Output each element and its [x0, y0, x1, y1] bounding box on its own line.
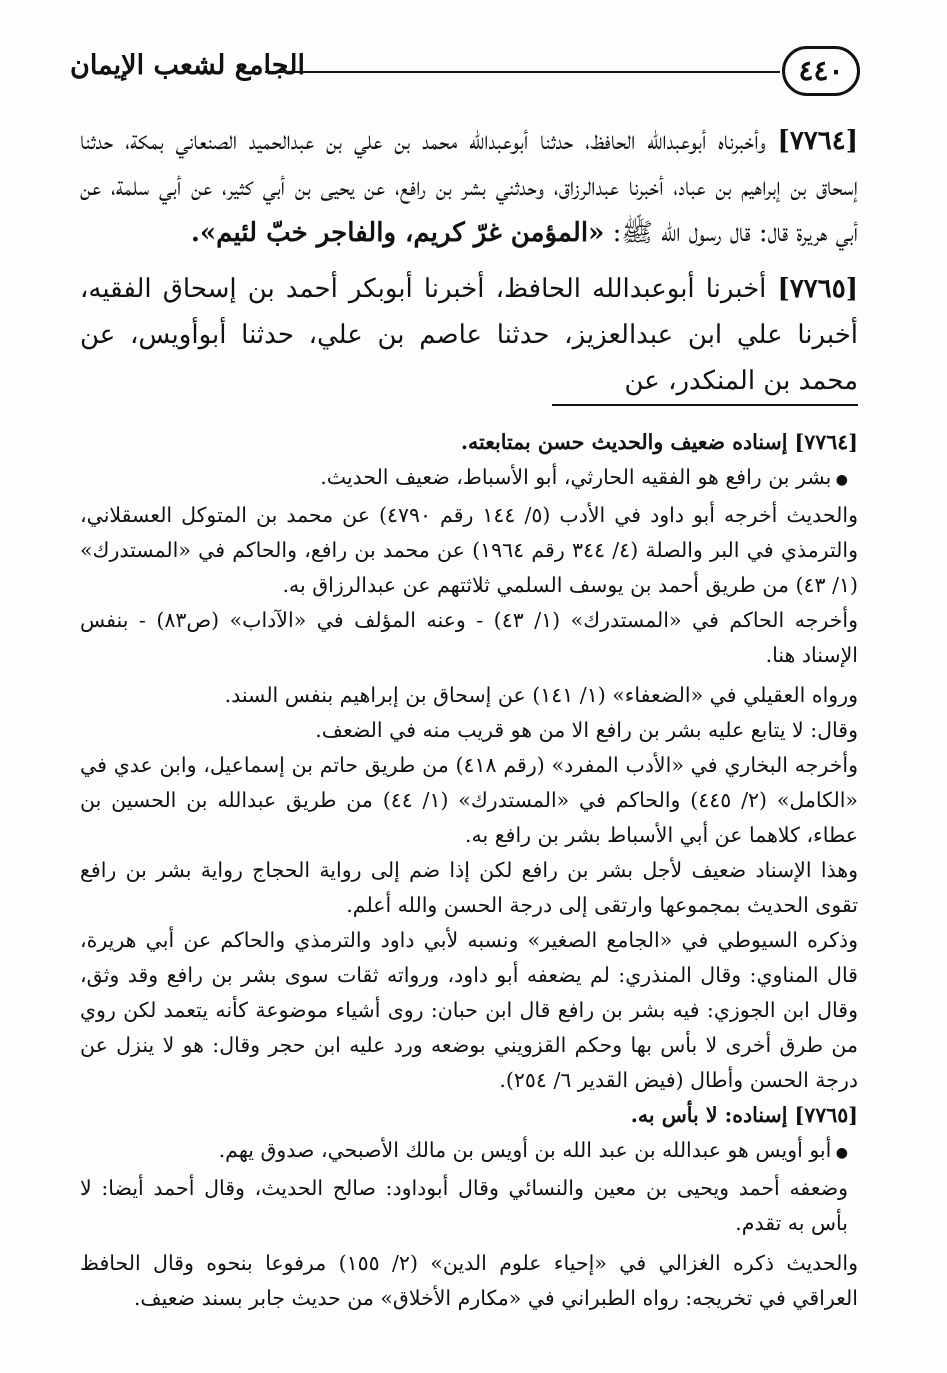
footnote-line: وضعفه أحمد ويحيى بن معين والنسائي وقال أبوداود: صالح الحديث، وقال أحمد أيضا: لا بأس به تقدم. — [80, 1176, 848, 1235]
hadith-7764 — [80, 118, 858, 256]
footnote-heading: [٧٧٦٥] إسناده: لا بأس به. — [630, 1103, 858, 1127]
footnote-line: وأخرجه الحاكم في «المستدرك» (١/ ٤٣) - وعنه المؤلف في «الآداب» (ص٨٣) - بنفس الإسناد هنا. — [80, 608, 858, 667]
header-rule — [265, 71, 780, 73]
footnote-line: والحديث أخرجه أبو داود في الأدب (٥/ ١٤٤ رقم ٤٧٩٠) عن محمد بن المتوكل العسقلاني، والترمذي في البر والصلة (٤/ ٣٤٤ رقم ١٩٦٤) عن محمد بن رافع، والحاكم في «المستدرك» (١/ ٤٣) من طريق أحمد بن يوسف السلمي ثلاثتهم عن عبدالرزاق به. — [80, 503, 858, 597]
page-header — [70, 42, 860, 104]
footnote-line: ● بشر بن رافع هو الفقيه الحارثي، أبو الأسباط، ضعيف الحديث. — [80, 460, 858, 498]
book-title: الجامع لشعب الإيمان — [70, 50, 305, 81]
main-text — [80, 118, 858, 414]
hadith-matn: «المؤمن غرّ كريم، والفاجر خبّ لئيم». — [190, 218, 605, 248]
hadith-number: [٧٧٦٤] — [777, 126, 858, 156]
footnote-heading: [٧٧٦٤] إسناده ضعيف والحديث حسن بمتابعته. — [460, 430, 858, 454]
hadith-number: [٧٧٦٥] — [777, 274, 859, 304]
footnote-line: وقال: لا يتابع عليه بشر بن رافع الا من هو قريب منه في الضعف. — [315, 718, 858, 742]
footnote-separator — [552, 404, 858, 406]
footnote-line: ● أبو أويس هو عبدالله بن عبد الله بن أويس بن مالك الأصبحي، صدوق يهم. — [80, 1133, 858, 1171]
footnote-line: ورواه العقيلي في «الضعفاء» (١/ ١٤١) عن إسحاق بن إبراهيم بنفس السند. — [224, 683, 858, 707]
footnote-line: وهذا الإسناد ضعيف لأجل بشر بن رافع لكن إذا ضم إلى رواية الحجاج رواية بشر بن رافع تقوى الحديث بمجموعها وارتقى إلى درجة الحسن والله أعلم. — [80, 858, 858, 917]
hadith-isnad: أخبرنا أبوعبدالله الحافظ، أخبرنا أبوبكر أحمد بن إسحاق الفقيه، أخبرنا علي ابن عبدالعزيز، حدثنا عاصم بن علي، حدثنا أبوأويس، عن محمد بن المنكدر، عن — [80, 274, 859, 396]
hadith-7765 — [80, 266, 858, 404]
footnote-line: وأخرجه البخاري في «الأدب المفرد» (رقم ٤١٨) من طريق حاتم بن إسماعيل، وابن عدي في «الكامل» (٢/ ٤٤٥) والحاكم في «المستدرك» (١/ ٤٤) من طريق عبدالله بن الحسين بن عطاء، كلاهما عن أبي الأسباط بشر بن رافع به. — [80, 753, 858, 847]
footnote-line: وذكره السيوطي في «الجامع الصغير» ونسبه لأبي داود والترمذي والحاكم عن أبي هريرة، قال المناوي: وقال المنذري: لم يضعفه أبو داود، ورواته ثقات سوى بشر بن رافع وقد وثق، وقال ابن الجوزي: فيه بشر بن رافع قال ابن حبان: روى أشياء موضوعة كأنه يتعمد لكن روي من طرق أخرى لا بأس بها وحكم القزويني بوضعه ورد عليه ابن حجر وقال: هو لا ينزل عن درجة الحسن وأطال (فيض القدير ٦/ ٢٥٤). — [80, 928, 858, 1092]
page-number: ٤٤٠ — [782, 46, 860, 96]
footnote-line: والحديث ذكره الغزالي في «إحياء علوم الدين» (٢/ ١٥٥) مرفوعا بنحوه وقال الحافظ العراقي في تخريجه: رواه الطبراني في «مكارم الأخلاق» من حديث جابر بسند ضعيف. — [80, 1251, 858, 1310]
hadith-isnad: وأخبرناه أبوعبدالله الحافظ، حدثنا أبوعبدالله محمد بن علي بن عبدالحميد الصنعاني بمكة، حدثنا إسحاق بن إبراهيم بن عباد، أخبرنا عبدالرزاق، وحدثني بشر بن رافع، عن يحيى بن أبي كثير، عن أبي سلمة، عن أبي هريرة قال: قال رسول الله ﷺ: — [80, 126, 858, 248]
footnotes — [80, 425, 858, 1316]
